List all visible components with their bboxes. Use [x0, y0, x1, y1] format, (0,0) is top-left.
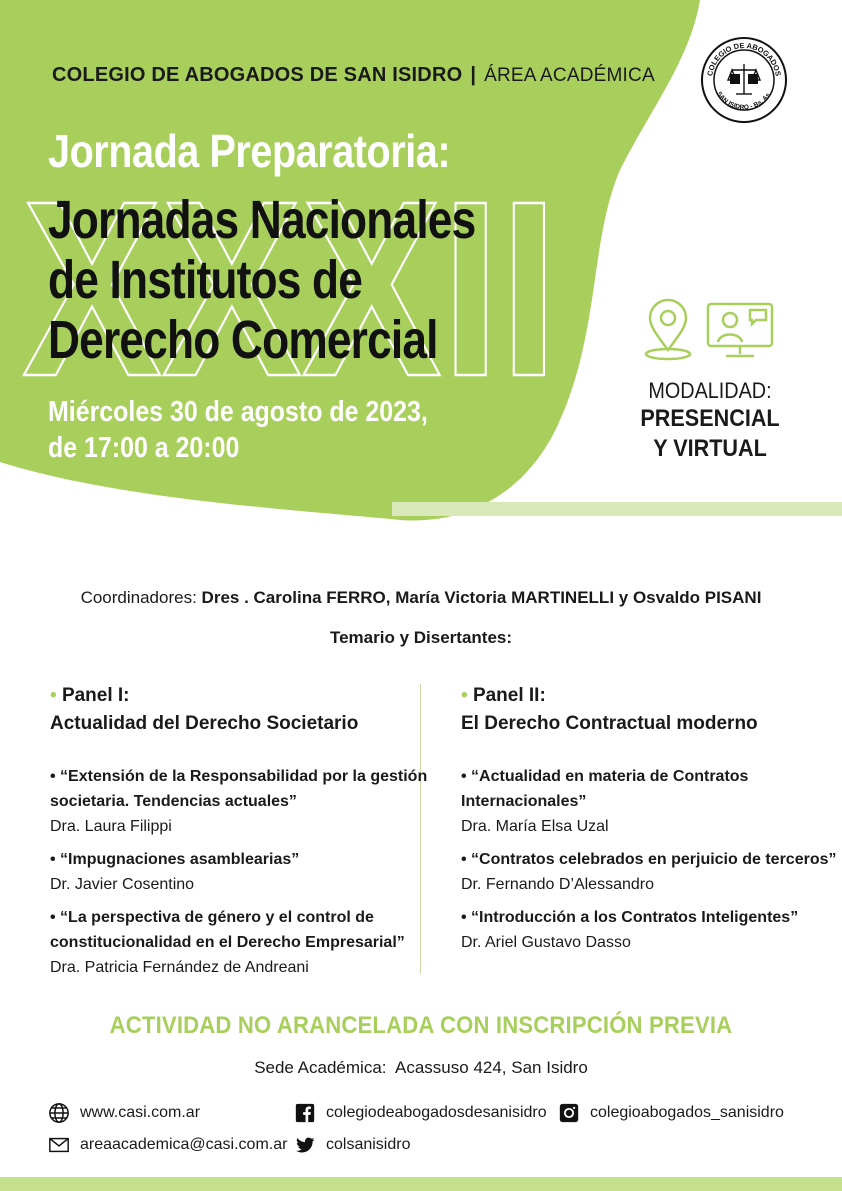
- twitter-contact[interactable]: [294, 1134, 410, 1156]
- decorative-bar: [392, 502, 842, 516]
- main-title-line-3: Derecho Comercial: [48, 310, 438, 370]
- seal-text-bottom: SAN ISIDRO - Bs. As.: [715, 90, 773, 112]
- talk-speaker: Dra. María Elsa Uzal: [461, 818, 609, 835]
- bar-association-seal-logo: [700, 36, 788, 124]
- panel-bullet-icon: •: [461, 685, 468, 706]
- event-date-line-2: de 17:00 a 20:00: [48, 432, 240, 464]
- talk-item: [461, 847, 841, 897]
- roman-numeral-text: XXXII: [22, 183, 558, 383]
- coordinators-names: Dres . Carolina FERRO, María Victoria MARTINELLI y Osvaldo PISANI: [201, 588, 762, 607]
- talk-speaker: Dr. Javier Cosentino: [50, 876, 195, 893]
- talk-speaker: Dra. Patricia Fernández de Andreani: [50, 959, 309, 976]
- panel-2: [461, 682, 841, 963]
- academic-area-label: ÁREA ACADÉMICA: [484, 65, 655, 86]
- seal-text-top: COLEGIO DE ABOGADOS: [705, 40, 783, 77]
- main-title: [48, 190, 475, 370]
- header-separator: |: [470, 64, 477, 86]
- talk-title: • “Extensión de la Responsabilidad por la gestión societaria. Tendencias actuales”: [50, 768, 428, 810]
- envelope-icon: [48, 1134, 70, 1156]
- twitter-bird-icon: [294, 1134, 316, 1156]
- modality-label: MODALIDAD:: [648, 378, 772, 403]
- facebook-contact[interactable]: [294, 1102, 547, 1124]
- web-contact[interactable]: [48, 1102, 200, 1124]
- talk-title: • “La perspectiva de género y el control de constitucionalidad en el Derecho Empresarial”: [50, 909, 405, 951]
- panel-1-subtitle: Actualidad del Derecho Societario: [50, 713, 359, 734]
- facebook-icon: [294, 1102, 316, 1124]
- location-pin-icon: [646, 300, 690, 359]
- panel-2-name: Panel II:: [472, 685, 546, 706]
- instagram-icon: [558, 1102, 580, 1124]
- talk-title: • “Contratos celebrados en perjuicio de terceros”: [461, 851, 837, 868]
- video-call-icon: [708, 304, 772, 356]
- main-title-line-2: de Institutos de: [48, 250, 363, 310]
- panel-bullet-icon: •: [50, 685, 57, 706]
- instagram-contact[interactable]: [558, 1102, 784, 1124]
- modality-line-2: Y VIRTUAL: [653, 435, 767, 462]
- talk-speaker: Dra. Laura Filippi: [50, 818, 172, 835]
- talk-item: [461, 764, 841, 839]
- talk-item: [50, 764, 430, 839]
- agenda-heading: Temario y Disertantes:: [329, 628, 513, 647]
- instagram-link[interactable]: colegioabogados_sanisidro: [590, 1104, 784, 1121]
- talk-title: • “Introducción a los Contratos Inteligentes”: [461, 909, 799, 926]
- main-title-line-1: Jornadas Nacionales: [48, 190, 476, 250]
- talk-item: [50, 847, 430, 897]
- panel-1-name: Panel I:: [61, 685, 130, 706]
- talk-speaker: Dr. Fernando D’Alessandro: [461, 876, 654, 893]
- talk-title: • “Impugnaciones asamblearias”: [50, 851, 300, 868]
- coordinators-label: Coordinadores:: [80, 588, 197, 607]
- twitter-link[interactable]: colsanisidro: [326, 1136, 411, 1153]
- venue-address: Acassuso 424, San Isidro: [395, 1058, 588, 1077]
- email-contact[interactable]: [48, 1134, 287, 1156]
- modality-block: [630, 378, 790, 464]
- talk-item: [50, 905, 430, 980]
- panel-2-subtitle: El Derecho Contractual moderno: [461, 713, 758, 734]
- event-date: [48, 394, 428, 466]
- panel-1-heading: [50, 682, 430, 710]
- panel-1: [50, 682, 430, 988]
- preparatory-title: Jornada Preparatoria:: [48, 125, 451, 177]
- modality-icons: [640, 298, 780, 362]
- bottom-decorative-bar: [0, 1177, 842, 1191]
- website-link[interactable]: www.casi.com.ar: [80, 1104, 201, 1121]
- panel-2-heading: [461, 682, 841, 710]
- organization-header: [52, 64, 655, 87]
- modality-line-1: PRESENCIAL: [640, 405, 780, 432]
- facebook-link[interactable]: colegiodeabogadosdesanisidro: [326, 1104, 547, 1121]
- free-activity-notice: ACTIVIDAD NO ARANCELADA CON INSCRIPCIÓN PREVIA: [109, 1012, 733, 1039]
- email-link[interactable]: areaacademica@casi.com.ar: [80, 1136, 288, 1153]
- talk-title: • “Actualidad en materia de Contratos Internacionales”: [461, 768, 749, 810]
- talk-speaker: Dr. Ariel Gustavo Dasso: [461, 934, 631, 951]
- organization-name: COLEGIO DE ABOGADOS DE SAN ISIDRO: [52, 64, 463, 86]
- event-date-line-1: Miércoles 30 de agosto de 2023,: [48, 396, 428, 428]
- venue-label: Sede Académica:: [254, 1058, 387, 1077]
- venue-line: [0, 1058, 842, 1078]
- globe-icon: [48, 1102, 70, 1124]
- coordinators-line: [0, 588, 842, 608]
- talk-item: [461, 905, 841, 955]
